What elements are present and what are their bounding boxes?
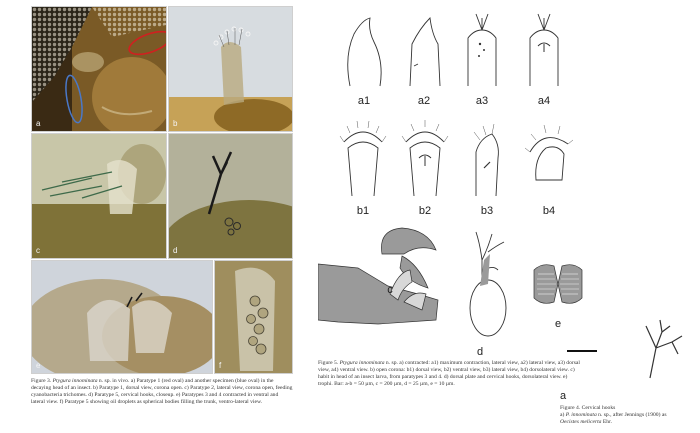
drawing-b3 — [462, 118, 512, 200]
figure-4-line2 — [560, 419, 696, 426]
photo-panel-c — [31, 133, 167, 259]
photo-d-image — [169, 134, 292, 258]
label-b2: b2 — [418, 205, 432, 217]
photo-b-label: b — [173, 119, 178, 128]
drawing-a4 — [524, 10, 564, 90]
photo-panel-b — [168, 6, 293, 132]
photo-c-image — [32, 134, 166, 258]
figure-5-label: Figure 5. — [318, 360, 339, 366]
drawing-a1 — [340, 14, 388, 90]
label-a2: a2 — [417, 95, 431, 107]
photo-e-image — [32, 261, 212, 373]
figure-5-text: n. sp. a) contracted: a1) maximum contraction, lateral view, a2) lateral view, a3) dorsal view, a4) ventral view. b) open corona: b1) dorsal view, b2) ventral view, b3) lateral view, b4) dorsolateral view. c) habit in head of an insect larva, from paratypes 3 and 4. d) dorsal plate and cervical hooks, dorsolateral view. e) trophi. Bar: a-b = 50 µm, c = 200 µm, d = 25 µm, e = 10 µm. — [318, 360, 580, 388]
photo-a-image — [32, 7, 166, 131]
drawing-d-hooks — [462, 224, 518, 342]
drawing-a3 — [462, 10, 502, 90]
drawing-a2 — [400, 14, 448, 90]
photo-c-label: c — [36, 246, 40, 255]
figure-4-line1 — [560, 412, 696, 419]
label-e: e — [554, 318, 562, 330]
label-a1: a1 — [357, 95, 371, 107]
drawing-b4 — [524, 118, 574, 200]
figure-4-author: Ehr. — [602, 419, 613, 426]
photo-b-image — [169, 7, 292, 131]
label-c: c — [387, 284, 393, 296]
drawing-figure4-hook — [642, 318, 688, 380]
photo-panel-f — [214, 260, 293, 374]
drawing-b2 — [400, 118, 450, 200]
label-d: d — [476, 346, 484, 358]
figure-4-title: Figure 4. Cervical hooks — [560, 405, 616, 411]
drawing-b1 — [338, 118, 388, 200]
figure-3-label: Figure 3. — [31, 378, 52, 384]
cervical-hook-drawing — [476, 232, 504, 284]
figure-3-caption — [31, 378, 293, 407]
photo-d-label: d — [173, 246, 178, 255]
photo-a-label: a — [36, 119, 41, 128]
scale-bar — [567, 350, 597, 352]
label-a4: a4 — [537, 95, 551, 107]
figure-3-text: n. sp. in vivo. a) Paratype 1 (red oval) and another specimen (blue oval) in the decaying head of an insect. b) Paratype 1, dorsal view, corona open. c) Paratype 2, lateral view, corona open, feeding cyanobacteria trichomes. d) Paratype 5, cervical hooks, closeup. e) Paratypes 3 and 4 contracted in ventral and lateral view. f) Paratype 5 showing oil droplets as spherical bodies filling the trunk, ventro-lateral view. — [31, 378, 293, 406]
photo-f-label: f — [219, 361, 222, 370]
photo-panel-e — [31, 260, 213, 374]
label-a3: a3 — [475, 95, 489, 107]
figure-4-species: P. innominata — [565, 412, 597, 419]
figure-5-caption — [318, 360, 580, 389]
drawing-e-trophi — [528, 260, 588, 308]
label-b4: b4 — [542, 205, 556, 217]
photo-f-image — [215, 261, 292, 373]
figure-5-species: Ptygura innominata — [339, 360, 385, 366]
label-b1: b1 — [356, 205, 370, 217]
figure-4-caption — [560, 405, 696, 426]
photo-panel-d — [168, 133, 293, 259]
figure4-panel-label: a — [559, 390, 567, 402]
figure-3-species: Ptygura innominata — [52, 378, 98, 384]
figure-4-suffix: n. sp., after Jennings (1900) as — [598, 412, 667, 419]
label-b3: b3 — [480, 205, 494, 217]
photo-panel-a — [31, 6, 167, 132]
photo-e-label: e — [36, 361, 41, 370]
figure-4-synonym: Oecistes melicerta — [560, 419, 602, 426]
figure-4-prefix: a) — [560, 412, 565, 419]
